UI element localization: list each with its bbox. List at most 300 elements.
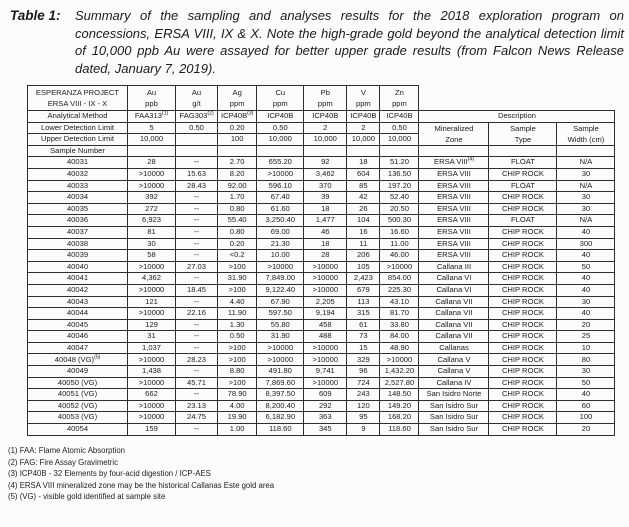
- mineralized-zone: Callana VI: [419, 273, 489, 285]
- assay-value: 2.70: [218, 157, 257, 169]
- sample-type: CHIP ROCK: [489, 273, 557, 285]
- assay-value: --: [176, 273, 218, 285]
- assay-value: 0.50: [218, 331, 257, 343]
- assay-value: 1.00: [218, 424, 257, 436]
- sample-type: CHIP ROCK: [489, 342, 557, 354]
- assay-value: 31.90: [218, 273, 257, 285]
- assay-value: 1,432.20: [380, 366, 419, 378]
- assay-value: --: [176, 296, 218, 308]
- assay-value: 39: [304, 192, 347, 204]
- assay-value: 11.90: [218, 308, 257, 320]
- assay-value: 85: [347, 180, 380, 192]
- assay-value: 679: [347, 284, 380, 296]
- sample-width: N/A: [557, 157, 615, 169]
- table-row: [28, 180, 615, 192]
- sample-id: 40052 (VG): [28, 400, 128, 412]
- table-row: [28, 331, 615, 343]
- mineralized-zone: ERSA VIII: [419, 180, 489, 192]
- assay-value: >10000: [128, 180, 176, 192]
- sample-id: 40041: [28, 273, 128, 285]
- assay-value: >100: [218, 377, 257, 389]
- mineralized-zone: San Isidro Sur: [419, 400, 489, 412]
- sample-type: CHIP ROCK: [489, 424, 557, 436]
- assay-value: 2,527.80: [380, 377, 419, 389]
- assay-value: 18: [304, 238, 347, 250]
- mineralized-zone: San Isidro Sur: [419, 424, 489, 436]
- table-row: [28, 366, 615, 378]
- assay-value: 96: [347, 366, 380, 378]
- assay-value: 225.30: [380, 284, 419, 296]
- assay-value: 206: [347, 250, 380, 262]
- sample-type: FLOAT: [489, 157, 557, 169]
- assay-value: 4.40: [218, 296, 257, 308]
- assay-value: 292: [304, 400, 347, 412]
- assay-value: 105: [347, 261, 380, 273]
- assay-value: 42: [347, 192, 380, 204]
- sample-id: 40051 (VG): [28, 389, 128, 401]
- analytical-method-value: FAA313$^{(1)}$: [128, 111, 176, 123]
- sample-type: CHIP ROCK: [489, 377, 557, 389]
- assay-value: 92.00: [218, 180, 257, 192]
- sample-width: 40: [557, 284, 615, 296]
- assay-value: 8,200.40: [257, 400, 304, 412]
- assay-value: 48.90: [380, 342, 419, 354]
- assay-value: 6,182.90: [257, 412, 304, 424]
- assay-value: >10000: [304, 377, 347, 389]
- sample-width: 60: [557, 400, 615, 412]
- assay-value: 69.00: [257, 226, 304, 238]
- sample-id: 40050 (VG): [28, 377, 128, 389]
- assay-value: >10000: [128, 354, 176, 366]
- assay-value: 491.80: [257, 366, 304, 378]
- assay-value: 243: [347, 389, 380, 401]
- assay-value: 392: [128, 192, 176, 204]
- assay-value: 9: [347, 424, 380, 436]
- sample-width: 10: [557, 342, 615, 354]
- sample-id: 40048 (VG)$^{(5)}$: [28, 354, 128, 366]
- sample-type: CHIP ROCK: [489, 261, 557, 273]
- upper-detection-label: Upper Detection Limit: [28, 134, 128, 146]
- assay-value: >10000: [380, 354, 419, 366]
- assay-value: 15: [347, 342, 380, 354]
- assay-value: 597.50: [257, 308, 304, 320]
- assay-value: 11.00: [380, 238, 419, 250]
- assay-value: 55.40: [218, 215, 257, 227]
- assay-value: --: [176, 389, 218, 401]
- sample-type: CHIP ROCK: [489, 168, 557, 180]
- assay-value: >10000: [128, 308, 176, 320]
- assay-value: >100: [218, 284, 257, 296]
- sample-id: 40046: [28, 331, 128, 343]
- sample-width: N/A: [557, 215, 615, 227]
- assay-value: >10000: [304, 354, 347, 366]
- table-row: [28, 157, 615, 169]
- assay-value: --: [176, 192, 218, 204]
- sample-width: 25: [557, 331, 615, 343]
- assay-value: 16.60: [380, 226, 419, 238]
- upper-detection-value: [176, 134, 218, 146]
- assay-value: >10000: [128, 261, 176, 273]
- sample-width: 300: [557, 238, 615, 250]
- upper-detection-value: 10,000: [380, 134, 419, 146]
- assay-value: 61: [347, 319, 380, 331]
- table-row: [28, 284, 615, 296]
- assay-value: --: [176, 366, 218, 378]
- column-header-ag: Ag ppm: [218, 86, 257, 111]
- sample-type: CHIP ROCK: [489, 192, 557, 204]
- assay-value: 84.00: [380, 331, 419, 343]
- assay-value: >10000: [304, 342, 347, 354]
- assay-value: 28: [304, 250, 347, 262]
- assay-value: 136.50: [380, 168, 419, 180]
- lower-detection-value: 2: [347, 122, 380, 134]
- assay-value: 9,194: [304, 308, 347, 320]
- assay-value: 10.00: [257, 250, 304, 262]
- assay-value: 31: [128, 331, 176, 343]
- sample-id: 40044: [28, 308, 128, 320]
- mineralized-zone: Callana III: [419, 261, 489, 273]
- table-row: [28, 215, 615, 227]
- sample-type: CHIP ROCK: [489, 250, 557, 262]
- lower-detection-value: 0.20: [218, 122, 257, 134]
- sample-id: 40054: [28, 424, 128, 436]
- column-header-pb: Pb ppm: [304, 86, 347, 111]
- assay-value: 8,397.50: [257, 389, 304, 401]
- table-row: [28, 203, 615, 215]
- sample-width: 30: [557, 366, 615, 378]
- table-row: [28, 412, 615, 424]
- column-header-zn: Zn ppm: [380, 86, 419, 111]
- assay-value: 121: [128, 296, 176, 308]
- assay-value: 31.90: [257, 331, 304, 343]
- mineralized-zone-header: Mineralized Zone: [419, 122, 489, 145]
- mineralized-zone: Callana VI: [419, 284, 489, 296]
- assay-value: 1.30: [218, 319, 257, 331]
- assay-value: 8.20: [218, 168, 257, 180]
- column-header-v: V ppm: [347, 86, 380, 111]
- assay-value: 363: [304, 412, 347, 424]
- sample-id: 40037: [28, 226, 128, 238]
- sample-width: 30: [557, 192, 615, 204]
- sample-id: 40043: [28, 296, 128, 308]
- assay-value: >10000: [380, 261, 419, 273]
- mineralized-zone: San Isidro Sur: [419, 412, 489, 424]
- assay-value: >100: [218, 342, 257, 354]
- sample-id: 40031: [28, 157, 128, 169]
- assay-value: 0.20: [218, 238, 257, 250]
- assay-value: 19.90: [218, 412, 257, 424]
- footnote-line: (3) ICP40B - 32 Elements by four-acid digestion / ICP-AES: [8, 469, 211, 478]
- assay-value: 18: [347, 157, 380, 169]
- analytical-method-value: ICP40B: [257, 111, 304, 123]
- assay-value: 11: [347, 238, 380, 250]
- lower-detection-label: Lower Detection Limit: [28, 122, 128, 134]
- sample-type: CHIP ROCK: [489, 308, 557, 320]
- assay-value: 46: [304, 226, 347, 238]
- table-row: [28, 400, 615, 412]
- assay-value: 120: [347, 400, 380, 412]
- assay-value: 28.23: [176, 354, 218, 366]
- assay-value: >10000: [128, 377, 176, 389]
- mineralized-zone: ERSA VIII: [419, 168, 489, 180]
- assay-value: >10000: [128, 168, 176, 180]
- header-row-elements: [28, 86, 615, 111]
- lower-detection-value: 0.50: [257, 122, 304, 134]
- sample-id: 40047: [28, 342, 128, 354]
- assay-value: 58: [128, 250, 176, 262]
- assay-value: 315: [347, 308, 380, 320]
- footnote-line: (1) FAA: Flame Atomic Absorption: [8, 446, 125, 455]
- assay-value: 7,849.00: [257, 273, 304, 285]
- sample-type: FLOAT: [489, 180, 557, 192]
- lower-detection-row: [28, 122, 615, 134]
- assay-value: 8.80: [218, 366, 257, 378]
- analytical-method-value: $ICP40B^{(3)}$: [218, 111, 257, 123]
- assay-value: --: [176, 331, 218, 343]
- assay-value: 604: [347, 168, 380, 180]
- assay-value: 1,438: [128, 366, 176, 378]
- assay-value: 18.45: [176, 284, 218, 296]
- assay-value: 67.90: [257, 296, 304, 308]
- assay-value: 488: [304, 331, 347, 343]
- header-spacer: [419, 86, 615, 111]
- sample-width: 30: [557, 203, 615, 215]
- assay-value: 1,477: [304, 215, 347, 227]
- sample-type: CHIP ROCK: [489, 400, 557, 412]
- sample-type: CHIP ROCK: [489, 203, 557, 215]
- sample-width: 40: [557, 308, 615, 320]
- assay-value: --: [176, 250, 218, 262]
- assay-value: >10000: [128, 284, 176, 296]
- assay-value: >100: [218, 261, 257, 273]
- sample-type: CHIP ROCK: [489, 412, 557, 424]
- assay-value: 78.90: [218, 389, 257, 401]
- assay-value: 26: [347, 203, 380, 215]
- assay-value: 500.30: [380, 215, 419, 227]
- analytical-method-value: ICP40B: [304, 111, 347, 123]
- table-row: [28, 273, 615, 285]
- mineralized-zone: Callana V: [419, 354, 489, 366]
- sample-id: 40049: [28, 366, 128, 378]
- sample-width: 100: [557, 412, 615, 424]
- assay-value: 81.70: [380, 308, 419, 320]
- mineralized-zone: Callana IV: [419, 377, 489, 389]
- sample-width: 40: [557, 250, 615, 262]
- assay-value: >10000: [257, 354, 304, 366]
- assay-value: 9,741: [304, 366, 347, 378]
- empty-cell: [489, 145, 557, 157]
- table-row: [28, 226, 615, 238]
- column-header-cu: Cu ppm: [257, 86, 304, 111]
- project-title-cell: [28, 86, 128, 111]
- assay-value: 3,250.40: [257, 215, 304, 227]
- assay-value: 148.50: [380, 389, 419, 401]
- empty-cell: [304, 145, 347, 157]
- assay-value: >10000: [304, 284, 347, 296]
- assay-value: 724: [347, 377, 380, 389]
- table-row: [28, 424, 615, 436]
- sample-id: 40040: [28, 261, 128, 273]
- mineralized-zone: Callana VII: [419, 308, 489, 320]
- sample-type: CHIP ROCK: [489, 389, 557, 401]
- sample-width-header: Sample Width (cm): [557, 122, 615, 145]
- sample-type: CHIP ROCK: [489, 284, 557, 296]
- sample-width: N/A: [557, 180, 615, 192]
- assay-value: 67.40: [257, 192, 304, 204]
- mineralized-zone: Callanas: [419, 342, 489, 354]
- table-row: [28, 296, 615, 308]
- assay-value: 596.10: [257, 180, 304, 192]
- assay-value: 113: [347, 296, 380, 308]
- assay-value: 43.10: [380, 296, 419, 308]
- assay-value: 55.80: [257, 319, 304, 331]
- sample-width: 20: [557, 319, 615, 331]
- assay-value: 2,205: [304, 296, 347, 308]
- assay-value: 92: [304, 157, 347, 169]
- assay-value: 4,362: [128, 273, 176, 285]
- table-row: [28, 354, 615, 366]
- sample-width: 50: [557, 261, 615, 273]
- table-row: [28, 192, 615, 204]
- assay-value: >10000: [128, 412, 176, 424]
- analytical-method-row: [28, 111, 615, 123]
- mineralized-zone: ERSA VIII: [419, 192, 489, 204]
- sample-id: 40045: [28, 319, 128, 331]
- table-row: [28, 319, 615, 331]
- sample-width: 30: [557, 296, 615, 308]
- upper-detection-value: 10,000: [347, 134, 380, 146]
- assay-value: 81: [128, 226, 176, 238]
- sample-width: 50: [557, 377, 615, 389]
- assay-value: 24.75: [176, 412, 218, 424]
- mineralized-zone: Callana V: [419, 366, 489, 378]
- mineralized-zone: ERSA VIII: [419, 203, 489, 215]
- assay-value: 20.50: [380, 203, 419, 215]
- assay-value: 104: [347, 215, 380, 227]
- empty-cell: [218, 145, 257, 157]
- table-row: [28, 342, 615, 354]
- sample-id: 40038: [28, 238, 128, 250]
- column-header-au-gt: Au g/t: [176, 86, 218, 111]
- assay-value: 168.20: [380, 412, 419, 424]
- assay-value: 662: [128, 389, 176, 401]
- table-row: [28, 238, 615, 250]
- lower-detection-value: 0.50: [176, 122, 218, 134]
- assay-value: 0.80: [218, 203, 257, 215]
- assay-value: 28.43: [176, 180, 218, 192]
- assay-value: 46.00: [380, 250, 419, 262]
- assay-value: --: [176, 342, 218, 354]
- assay-value: --: [176, 238, 218, 250]
- sample-rows: [28, 157, 615, 435]
- assay-value: 52.40: [380, 192, 419, 204]
- assay-value: 21.30: [257, 238, 304, 250]
- sample-type: CHIP ROCK: [489, 226, 557, 238]
- table-row: [28, 377, 615, 389]
- table-caption: [8, 7, 624, 77]
- sample-type: CHIP ROCK: [489, 296, 557, 308]
- assay-value: 609: [304, 389, 347, 401]
- upper-detection-value: 10,000: [257, 134, 304, 146]
- sample-type: CHIP ROCK: [489, 331, 557, 343]
- assay-value: >10000: [257, 342, 304, 354]
- mineralized-zone: Callana VII: [419, 296, 489, 308]
- empty-cell: [419, 145, 489, 157]
- sample-width: 40: [557, 389, 615, 401]
- lower-detection-value: 5: [128, 122, 176, 134]
- sample-width: 30: [557, 168, 615, 180]
- assay-value: 45.71: [176, 377, 218, 389]
- table-row: [28, 261, 615, 273]
- assay-value: 28: [128, 157, 176, 169]
- analytical-method-label: Analytical Method: [28, 111, 128, 123]
- assay-value: 6,923: [128, 215, 176, 227]
- assay-value: 33.80: [380, 319, 419, 331]
- assay-value: 854.00: [380, 273, 419, 285]
- assay-value: 458: [304, 319, 347, 331]
- assay-value: 9,122.40: [257, 284, 304, 296]
- sample-type: CHIP ROCK: [489, 238, 557, 250]
- sample-type: CHIP ROCK: [489, 354, 557, 366]
- assay-value: 61.60: [257, 203, 304, 215]
- table-row: [28, 250, 615, 262]
- assay-value: >10000: [304, 273, 347, 285]
- assay-value: 15.63: [176, 168, 218, 180]
- assay-results-table: [27, 85, 615, 436]
- sample-id: 40036: [28, 215, 128, 227]
- assay-value: >10000: [304, 261, 347, 273]
- empty-cell: [347, 145, 380, 157]
- sample-type: FLOAT: [489, 215, 557, 227]
- project-title-line2: ERSA VIII - IX - X: [47, 99, 108, 108]
- assay-value: --: [176, 424, 218, 436]
- sample-width: 40: [557, 226, 615, 238]
- assay-value: --: [176, 319, 218, 331]
- analytical-method-value: ICP40B: [380, 111, 419, 123]
- assay-value: 4.00: [218, 400, 257, 412]
- empty-cell: [176, 145, 218, 157]
- assay-value: --: [176, 215, 218, 227]
- analytical-method-value: FAG303$^{(2)}$: [176, 111, 218, 123]
- table-caption-text: Summary of the sampling and analyses results for the 2018 exploration program on concessions, ERSA VIII, IX & X. Note the high-grade gold beyond the analytical detection limit of 10,000 ppb Au were assayed for better upper grade results (from Falcon News Release dated, January 7, 2019).: [75, 8, 624, 76]
- assay-value: 7,869.60: [257, 377, 304, 389]
- description-header: Description: [419, 111, 615, 123]
- assay-value: 0.80: [218, 226, 257, 238]
- assay-value: 22.16: [176, 308, 218, 320]
- assay-value: >10000: [257, 168, 304, 180]
- assay-value: 3,462: [304, 168, 347, 180]
- mineralized-zone: ERSA VIII: [419, 250, 489, 262]
- assay-value: --: [176, 226, 218, 238]
- empty-cell: [257, 145, 304, 157]
- sample-type: CHIP ROCK: [489, 366, 557, 378]
- assay-value: 27.03: [176, 261, 218, 273]
- table-row: [28, 308, 615, 320]
- sample-number-label: Sample Number: [28, 145, 128, 157]
- lower-detection-value: 0.50: [380, 122, 419, 134]
- assay-value: 197.20: [380, 180, 419, 192]
- assay-value: 329: [347, 354, 380, 366]
- sample-id: 40035: [28, 203, 128, 215]
- assay-value: 655.20: [257, 157, 304, 169]
- upper-detection-value: 100: [218, 134, 257, 146]
- assay-value: >100: [218, 354, 257, 366]
- assay-value: 159: [128, 424, 176, 436]
- upper-detection-value: 10,000: [304, 134, 347, 146]
- assay-value: 118.60: [380, 424, 419, 436]
- assay-value: 1.70: [218, 192, 257, 204]
- table-row: [28, 389, 615, 401]
